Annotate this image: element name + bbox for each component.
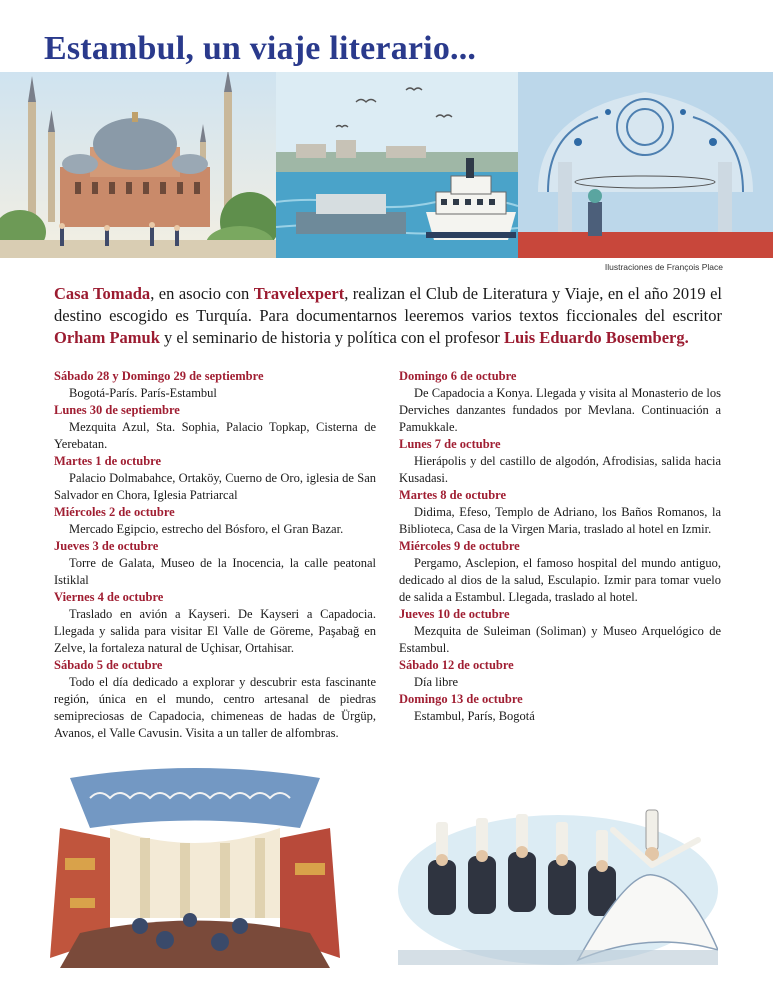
day-date: Viernes 4 de octubre (54, 590, 164, 604)
whirling-dervishes-illustration (398, 780, 718, 965)
itinerary-day (54, 402, 376, 453)
org-casa-tomada: Casa Tomada (54, 284, 151, 303)
itinerary-day (399, 606, 721, 657)
intro-paragraph: Casa Tomada, en asocio con Travelexpert, realizan el Club de Literatura y Viaje, en el año 2019 el destino escogido es Turquía. Para documentarnos leeremos varios textos ficcionales del escritor Orham Pamuk y el seminario de historia y política con el profesor Luis Eduardo Bosemberg. (54, 284, 722, 347)
professor-name: Luis Eduardo Bosemberg. (504, 328, 689, 347)
itinerary-day (54, 589, 376, 657)
day-text: Bogotá-París. París-Estambul (69, 386, 217, 400)
itinerary-day (54, 453, 376, 504)
illustration-credit: Ilustraciones de François Place (604, 262, 723, 272)
itinerary-day (54, 368, 376, 402)
itinerary-day (399, 538, 721, 606)
day-date: Sábado 12 de octubre (399, 658, 514, 672)
page-title: Estambul, un viaje literario... (44, 30, 477, 67)
day-date: Jueves 3 de octubre (54, 539, 159, 553)
day-text: Estambul, París, Bogotá (414, 709, 535, 723)
day-date: Lunes 30 de septiembre (54, 403, 180, 417)
day-date: Lunes 7 de octubre (399, 437, 501, 451)
day-text: Hierápolis y del castillo de algodón, Afrodisias, salida hacia Kusadasi. (399, 454, 721, 485)
illustration-banner (0, 72, 773, 258)
grand-bazaar-illustration (50, 768, 340, 968)
day-text: Torre de Galata, Museo de la Inocencia, la calle peatonal Istiklal (54, 556, 376, 587)
day-text: De Capadocia a Konya. Llegada y visita al Monasterio de los Derviches danzantes fundados por Mevlana. Continuación a Pamukkale. (399, 386, 721, 434)
day-date: Miércoles 9 de octubre (399, 539, 520, 553)
day-date: Martes 8 de octubre (399, 488, 507, 502)
day-date: Sábado 5 de octubre (54, 658, 163, 672)
itinerary-day (399, 487, 721, 538)
day-text: Mercado Egipcio, estrecho del Bósforo, el Gran Bazar. (69, 522, 344, 536)
author-name: Orham Pamuk (54, 328, 160, 347)
day-text: Didima, Efeso, Templo de Adriano, los Baños Romanos, la Biblioteca, Casa de la Virgen Maria, traslado al hotel en Izmir. (399, 505, 721, 536)
hagia-sophia-illustration (0, 72, 276, 258)
day-text: Todo el día dedicado a explorar y descubrir esta fascinante región, única en el mundo, centro artesanal de piedras semipreciosas de Capadocia, chimeneas de hadas de Ürgüp, Avanos, el Valle Cavusin. Visita a un taller de alfombras. (54, 675, 376, 740)
day-date: Jueves 10 de octubre (399, 607, 510, 621)
itinerary-day (54, 657, 376, 742)
itinerary-left-column (54, 368, 376, 742)
day-date: Sábado 28 y Domingo 29 de septiembre (54, 369, 264, 383)
org-travelexpert: Travelexpert (253, 284, 345, 303)
itinerary-day (399, 691, 721, 725)
itinerary-day (54, 538, 376, 589)
day-text: Traslado en avión a Kayseri. De Kayseri a Capadocia. Llegada y salida para visitar El Valle de Göreme, Paşabağ en Zelve, la fortaleza natural de Uçhisar, Ortahisar. (54, 607, 376, 655)
itinerary-day (399, 368, 721, 436)
day-date: Miércoles 2 de octubre (54, 505, 175, 519)
day-date: Domingo 6 de octubre (399, 369, 517, 383)
bosphorus-ferry-illustration (276, 72, 518, 258)
day-date: Martes 1 de octubre (54, 454, 162, 468)
day-date: Domingo 13 de octubre (399, 692, 523, 706)
day-text: Pergamo, Asclepion, el famoso hospital del mundo antiguo, dedicado al dios de la salud, Esculapio. Izmir para tomar vuelo de salida a Estambul. Llegada, traslado al hotel. (399, 556, 721, 604)
itinerary-day (54, 504, 376, 538)
itinerary-right-column (399, 368, 721, 725)
day-text: Día libre (414, 675, 459, 689)
day-text: Mezquita de Suleiman (Soliman) y Museo Arquelógico de Estambul. (399, 624, 721, 655)
day-text: Palacio Dolmabahce, Ortaköy, Cuerno de Oro, iglesia de San Salvador en Chora, Iglesia Patriarcal (54, 471, 376, 502)
blue-mosque-interior-illustration (518, 72, 773, 258)
day-text: Mezquita Azul, Sta. Sophia, Palacio Topkap, Cisterna de Yerebatan. (54, 420, 376, 451)
itinerary-day (399, 657, 721, 691)
itinerary-day (399, 436, 721, 487)
